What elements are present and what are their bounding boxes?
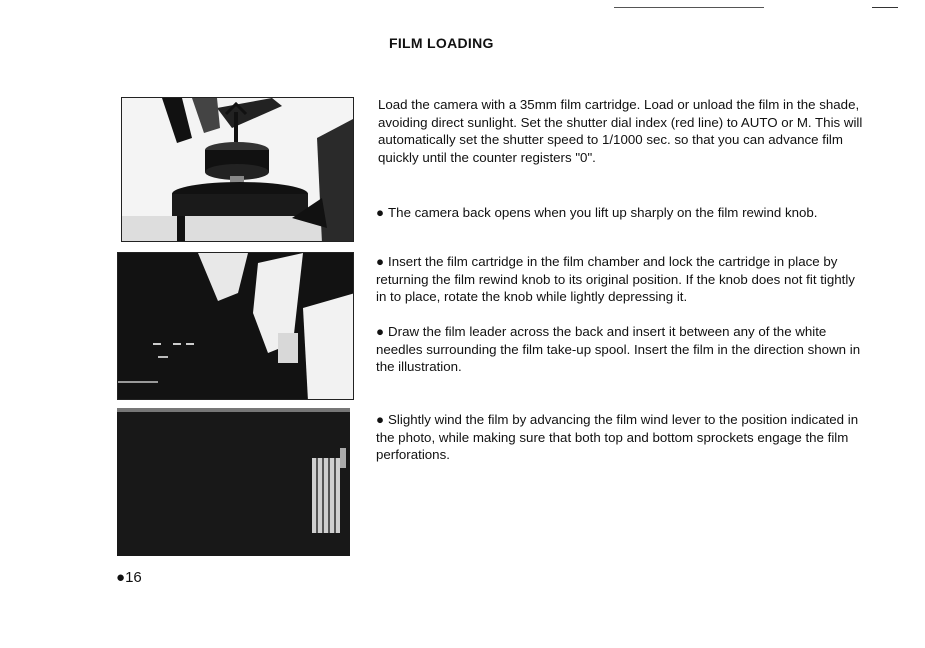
bullet-text: Slightly wind the film by advancing the film wind lever to the position indicated in the photo, while making sure that both top and bottom sprockets engage the film perforations.	[376, 412, 859, 462]
bullet-text: The camera back opens when you lift up sharply on the film rewind knob.	[388, 205, 818, 220]
photo-insert-cartridge	[117, 252, 354, 400]
bullet-icon: ●	[376, 254, 385, 269]
intro-paragraph: Load the camera with a 35mm film cartridge. Load or unload the film in the shade, avoiding direct sunlight. Set the shutter dial index (red line) to AUTO or M. This will automatically set the shutter speed to 1/1000 sec. so that you can advance film quickly until the counter registers "0".	[378, 97, 863, 165]
top-rule	[614, 7, 764, 8]
bullet-icon: ●	[376, 324, 385, 339]
bullet-icon: ●	[116, 569, 126, 586]
top-rule-short	[872, 7, 898, 8]
bullet-insert-cartridge	[376, 253, 866, 306]
photo-rewind-knob	[121, 97, 354, 242]
bullet-icon: ●	[376, 205, 385, 220]
page-number	[116, 569, 142, 586]
page-number-value: 16	[125, 569, 142, 586]
bullet-text: Draw the film leader across the back and insert it between any of the white needles surrounding the film take-up spool. Insert the film in the direction shown in the illustration.	[376, 324, 861, 374]
bullet-icon: ●	[376, 412, 385, 427]
photo-wind-lever	[117, 408, 350, 556]
bullet-draw-leader	[376, 323, 866, 376]
bullet-wind-film	[376, 411, 866, 464]
bullet-camera-back	[376, 204, 817, 222]
page-title: FILM LOADING	[389, 35, 494, 51]
bullet-text: Insert the film cartridge in the film chamber and lock the cartridge in place by returning the film rewind knob to its original position. If the knob does not fit tightly in to place, rotate the knob while lightly depressing it.	[376, 254, 855, 304]
